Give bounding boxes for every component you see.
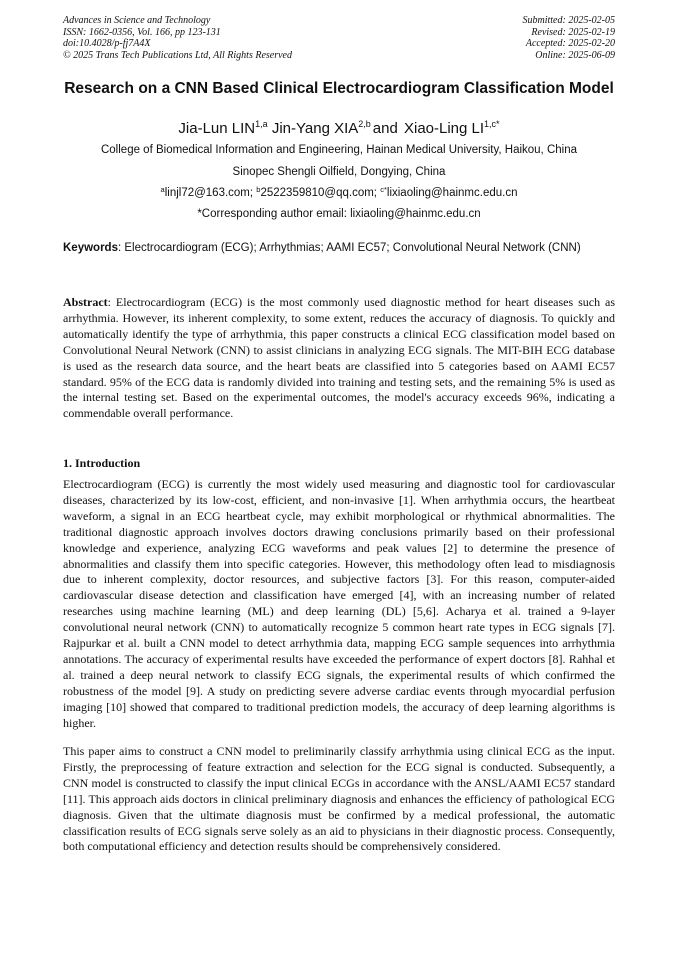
abstract-label: Abstract xyxy=(63,295,108,309)
paper-title: Research on a CNN Based Clinical Electrocardiogram Classification Model xyxy=(64,80,614,97)
copyright-line: © 2025 Trans Tech Publications Ltd, All Rights Reserved xyxy=(63,49,292,61)
corresponding-author: *Corresponding author email: lixiaoling@hainmc.edu.cn xyxy=(197,208,481,220)
accepted-date: Accepted: 2025-02-20 xyxy=(525,38,615,50)
author-name: Jia-Lun LIN xyxy=(178,120,256,137)
revised-date: Revised: 2025-02-19 xyxy=(531,26,615,38)
submitted-date: Submitted: 2025-02-05 xyxy=(522,15,615,26)
email-link-a[interactable]: linjl72@163.com; xyxy=(164,187,254,199)
online-date: Online: 2025-06-09 xyxy=(535,49,615,61)
email-superscript: a xyxy=(160,185,165,194)
introduction-paragraph-1: Electrocardiogram (ECG) is currently the most widely used measuring and diagnostic tool for cardiovascular diseases, characterized by its low-cost, efficient, and non-invasive [1]. When arrhythmia occurs, the heartbeat waveform, a signal in an ECG heartbeat cycle, may exhibit morphological or rhythmical abnormalities. The traditional diagnostic approach involves doctors drawing conclusions primarily based on their professional knowledge and experience, analyzing ECG waveforms and peak values [2] to determine the presence of abnormalities and classify them into specific categories. However, this methodology often lead to misdiagnosis due to inherent complexity, doctor resources, and subjective factors [3]. For this reason, computer-aided cardiovascular disease detection and classification have emerged [4], with an increasing number of related researches using machine learning (ML) and deep learning (DL) [5,6]. Acharya et al. trained a 9-layer convolutional neural network (CNN) to automatically recognize 5 common heart rate types in ECG signals [7]. Rajpurkar et al. built a CNN model to detect arrhythmia data, mapping ECG sample sequences into arrhythmia annotations. The accuracy of experimental results have exceeded the performance of expert doctors [8]. Rahhal et al. trained a deep neural network to classify ECG signals, the experimental results of which confirmed the robustness of the model [9]. A study on predicting severe adverse cardiac events through myocardial perfusion imaging [10] showed that compared to traditional prediction models, the accuracy of deep learning algorithms is higher. xyxy=(63,477,615,730)
author-name: Xiao-Ling LI xyxy=(403,120,485,137)
doi-line: doi:10.4028/p-fj7A4X xyxy=(63,38,151,50)
email-link-c[interactable]: lixiaoling@hainmc.edu.cn xyxy=(386,187,518,199)
email-superscript: b xyxy=(256,185,261,194)
keywords-label: Keywords xyxy=(63,242,118,254)
journal-header-right xyxy=(523,15,616,61)
abstract-block xyxy=(63,295,615,422)
section-heading-introduction: 1. Introduction xyxy=(63,456,141,470)
author-conjunction: and xyxy=(372,120,398,137)
author-superscript: 2,b xyxy=(358,119,371,129)
author-superscript: 1,c* xyxy=(484,119,500,129)
affiliation-2: Sinopec Shengli Oilfield, Dongying, China xyxy=(232,166,446,178)
author-name: Jin-Yang XIA xyxy=(271,120,359,137)
journal-name: Advances in Science and Technology xyxy=(63,15,211,26)
email-superscript: c* xyxy=(380,185,387,194)
introduction-paragraph-2: This paper aims to construct a CNN model to preliminarily classify arrhythmia using clinical ECG as the input. Firstly, the preprocessing of feature extraction and selection for the ECG signal is conducted. Subsequently, a CNN model is constructed to classify the input clinical ECGs in accordance with the ANSL/AAMI EC57 standard [11]. This approach aids doctors in clinical preliminary diagnosis and enhances the efficiency of pathological ECG diagnosis. Given that the ultimate diagnosis must be confirmed by a medical professional, the automatic classification results of ECG signals serve solely as an aid to physicians in their diagnostic process. Consequently, both computational efficiency and detection results should be comprehensively considered. xyxy=(63,744,615,854)
affiliation-1: College of Biomedical Information and Engineering, Hainan Medical University, Haikou, China xyxy=(100,144,577,156)
keywords-block xyxy=(63,240,615,256)
author-emails xyxy=(40,186,638,200)
email-link-b[interactable]: 2522359810@qq.com; xyxy=(260,187,378,199)
author-superscript: 1,a xyxy=(255,119,268,129)
author-list xyxy=(63,120,615,138)
issn-line: ISSN: 1662-0356, Vol. 166, pp 123-131 xyxy=(63,26,221,38)
keywords-text: : Electrocardiogram (ECG); Arrhythmias; AAMI EC57; Convolutional Neural Network (CNN) xyxy=(117,242,581,254)
journal-header-left xyxy=(63,15,292,61)
abstract-text: : Electrocardiogram (ECG) is the most commonly used diagnostic method for heart diseases such as arrhythmia. However, its inherent complexity, to some extent, reduces the accuracy of diagnosis. To quickly and automatically identify the type of arrhythmia, this paper constructs a clinical ECG classification model based on Convolutional Neural Network (CNN) to assist clinicians in analyzing ECG signals. The MIT-BIH ECG database is used as the research data source, and the heart beats are classified into 5 categories based on AAMI EC57 standard. 95% of the ECG data is randomly divided into training and testing sets, and the remaining 5% is used as the internal testing set. Based on the experimental outcomes, the model's accuracy exceeds 96%, indicating a commendable overall performance. xyxy=(63,295,615,421)
